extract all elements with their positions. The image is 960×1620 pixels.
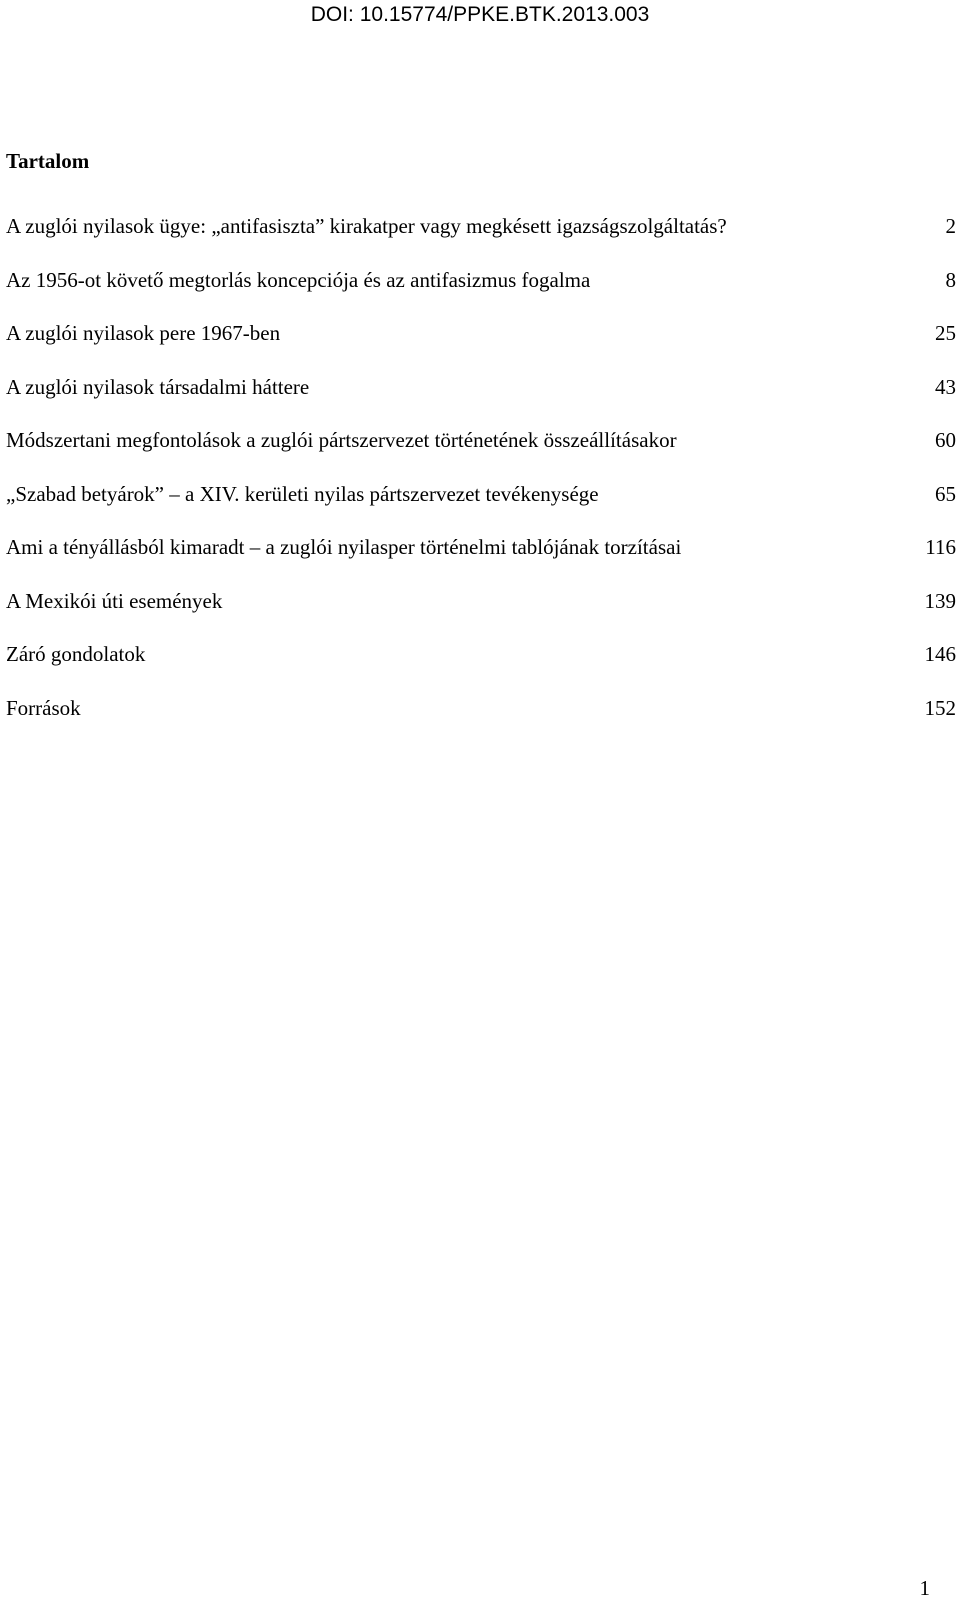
toc-entry-page: 2 [942,213,957,239]
toc-entry[interactable] [6,695,956,749]
toc-entry-title: Források [6,695,81,720]
toc-entry-title: A zuglói nyilasok társadalmi háttere [6,374,310,399]
toc-entry-page: 43 [931,374,956,400]
toc-entry[interactable] [6,320,956,374]
page-number: 1 [919,1576,930,1600]
toc-entry-title: Módszertani megfontolások a zuglói pártszervezet történetének összeállításakor [6,428,677,452]
toc-entry-title: Az 1956-ot követő megtorlás koncepciója és az antifasizmus fogalma [6,267,591,292]
doi-header: DOI: 10.15774/PPKE.BTK.2013.003 [310,3,650,26]
table-of-contents [6,213,956,748]
toc-entry-title: Záró gondolatok [6,642,146,666]
toc-entry-page: 139 [921,588,957,614]
toc-entry-page: 25 [931,320,956,346]
toc-entry-title: A zuglói nyilasok pere 1967-ben [6,321,281,345]
toc-entry-title: „Szabad betyárok” – a XIV. kerületi nyilas pártszervezet tevékenysége [6,481,599,506]
toc-entry[interactable] [6,534,956,588]
toc-entry-page: 116 [921,534,956,560]
toc-entry[interactable] [6,267,956,321]
toc-entry-title: A Mexikói úti események [6,588,223,613]
toc-entry[interactable] [6,588,956,642]
toc-entry-page: 65 [931,481,956,507]
toc-entry-page: 152 [921,695,957,721]
toc-heading: Tartalom [6,149,90,173]
toc-entry[interactable] [6,641,956,695]
toc-entry[interactable] [6,481,956,535]
toc-entry-page: 8 [942,267,957,293]
toc-entry-title: A zuglói nyilasok ügye: „antifasiszta” kirakatper vagy megkésett igazságszolgáltatás? [6,214,727,238]
toc-entry[interactable] [6,374,956,428]
toc-entry-page: 60 [931,427,956,453]
toc-entry-title: Ami a tényállásból kimaradt – a zuglói nyilasper történelmi tablójának torzításai [6,535,682,559]
toc-entry-page: 146 [921,641,957,667]
toc-entry[interactable] [6,213,956,267]
toc-entry[interactable] [6,427,956,481]
